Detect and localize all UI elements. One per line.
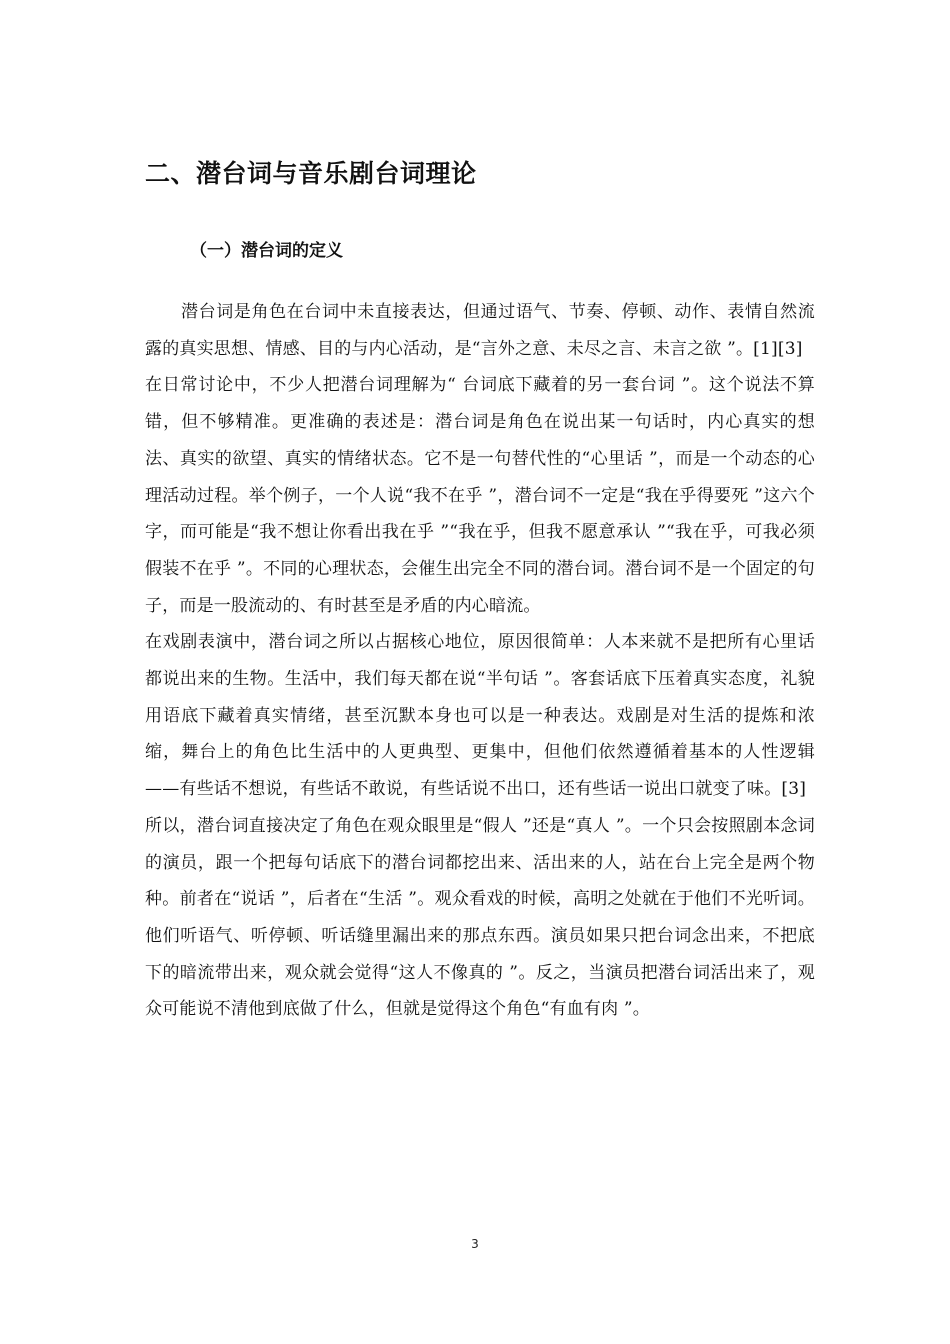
paragraph-everyday-understanding: 在日常讨论中，不少人把潜台词理解为“ 台词底下藏着的另一套台词 ”。这个说法不算错，但不够精准。更准确的表述是：潜台词是角色在说出某一句话时，内心真实的想法、真实的欲望、真实的情绪状态。它不是一句替代性的“心里话 ”，而是一个动态的心理活动过程。举个例子，一个人说“我不在乎 ”，潜台词不一定是“我在乎得要死 ”这六个字，而可能是“我不想让你看出我在乎 ”“我在乎，但我不愿意承认 ”“我在乎，可我必须假装不在乎 ”。不同的心理状态，会催生出完全不同的潜台词。潜台词不是一个固定的句子，而是一股流动的、有时甚至是矛盾的内心暗流。 <box>145 375 815 616</box>
chapter-title: 二、潜台词与音乐剧台词理论 <box>145 159 477 188</box>
paragraph-real-character: 所以，潜台词直接决定了角色在观众眼里是“假人 ”还是“真人 ”。一个只会按照剧本念词的演员，跟一个把每句话底下的潜台词都挖出来、活出来的人，站在台上完全是两个物种。前者在“说话 ”，后者在“生活 ”。观众看戏的时候，高明之处就在于他们不光听词。他们听语气、听停顿、听话缝里漏出来的那点东西。演员如果只把台词念出来，不把底下的暗流带出来，观众就会觉得“这人不像真的 ”。反之，当演员把潜台词活出来了，观众可能说不清他到底做了什么，但就是觉得这个角色“有血有肉 ”。 <box>145 815 815 1020</box>
page-number: 3 <box>471 1237 479 1251</box>
section-title: （一）潜台词的定义 <box>190 241 343 261</box>
body-text <box>145 294 815 1028</box>
paragraph-theatre-core: 在戏剧表演中，潜台词之所以占据核心地位，原因很简单：人本来就不是把所有心里话都说出来的生物。生活中，我们每天都在说“半句话 ”。客套话底下压着真实态度，礼貌用语底下藏着真实情绪，甚至沉默本身也可以是一种表达。戏剧是对生活的提炼和浓缩，舞台上的角色比生活中的人更典型、更集中，但他们依然遵循着基本的人性逻辑——有些话不想说，有些话不敢说，有些话说不出口，还有些话一说出口就变了味。[3] <box>145 632 815 800</box>
paragraph-definition: 潜台词是角色在台词中未直接表达，但通过语气、节奏、停顿、动作、表情自然流露的真实思想、情感、目的与内心活动，是“言外之意、未尽之言、未言之欲 ”。[1][3] <box>145 302 815 359</box>
